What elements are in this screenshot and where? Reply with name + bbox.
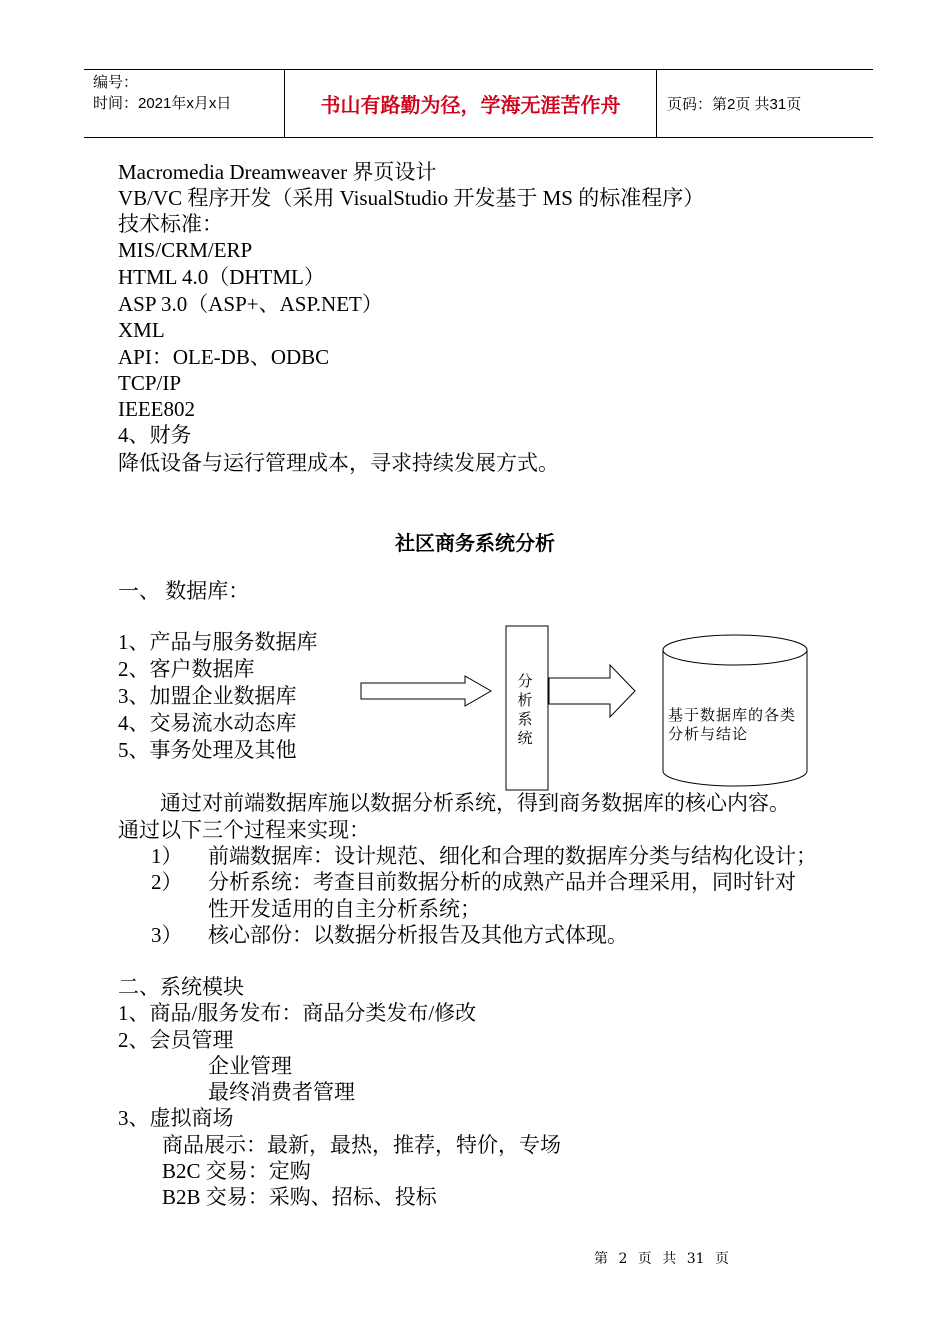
doc-time: 时间：2021年x月x日 [93,95,232,112]
section-title: 社区商务系统分析 [395,531,555,555]
module-subitem: B2B 交易：采购、招标、投标 [162,1185,437,1209]
db-list-item: 2、客户数据库 [118,657,255,681]
paragraph: 通过以下三个过程来实现： [118,818,370,842]
header-meta [84,70,284,137]
text-line: 技术标准： [118,212,223,236]
modules-heading: 二、系统模块 [118,975,244,999]
header-motto: 书山有路勤为径，学海无涯苦作舟 [284,70,657,137]
module-item: 1、商品/服务发布：商品分类发布/修改 [118,1001,477,1025]
step-text: 性开发适用的自主分析系统； [208,897,481,921]
step-number: 2） [151,870,183,894]
analysis-box-label: 分析系统 [517,672,533,747]
db-heading: 一、 数据库： [118,579,250,603]
text-line: ASP 3.0（ASP+、ASP.NET） [118,292,383,316]
text-line: Macromedia Dreamweaver 界页设计 [118,160,437,184]
step-text: 核心部份：以数据分析报告及其他方式体现。 [208,923,628,947]
arrow-right-icon [549,665,635,717]
page-header [84,69,873,138]
db-list-item: 1、产品与服务数据库 [118,630,318,654]
module-subitem: 企业管理 [208,1054,292,1078]
arrow-left-icon [361,676,491,706]
doc-number: 编号： [93,74,139,91]
step-number: 3） [151,923,183,947]
text-line: TCP/IP [118,371,182,395]
text-line: HTML 4.0（DHTML） [118,265,325,289]
module-item: 3、虚拟商场 [118,1106,234,1130]
text-line: 4、财务 [118,423,192,447]
text-line: IEEE802 [118,397,195,421]
page-footer: 第 2 页 共 31 页 [594,1251,729,1267]
module-subitem: 最终消费者管理 [208,1080,355,1104]
db-list-item: 3、加盟企业数据库 [118,684,297,708]
db-list-item: 5、事务处理及其他 [118,738,297,762]
module-subitem: 商品展示：最新，最热，推荐，特价，专场 [162,1133,561,1157]
step-text: 分析系统：考查目前数据分析的成熟产品并合理采用，同时针对 [208,870,796,894]
step-text: 前端数据库：设计规范、细化和合理的数据库分类与结构化设计； [208,844,817,868]
header-page-info: 页码：第2页 共31页 [667,96,802,113]
text-line: 降低设备与运行管理成本，寻求持续发展方式。 [118,451,559,475]
db-list-item: 4、交易流水动态库 [118,711,297,735]
module-subitem: B2C 交易：定购 [162,1159,311,1183]
text-line: XML [118,318,165,342]
text-line: MIS/CRM/ERP [118,238,253,262]
result-db-label: 基于数据库的各类分析与结论 [668,706,797,743]
text-line: API：OLE-DB、ODBC [118,345,330,369]
module-item: 2、会员管理 [118,1028,234,1052]
paragraph: 通过对前端数据库施以数据分析系统，得到商务数据库的核心内容。 [160,791,790,815]
text-line: VB/VC 程序开发（采用 VisualStudio 开发基于 MS 的标准程序） [118,186,705,210]
step-number: 1） [151,844,183,868]
